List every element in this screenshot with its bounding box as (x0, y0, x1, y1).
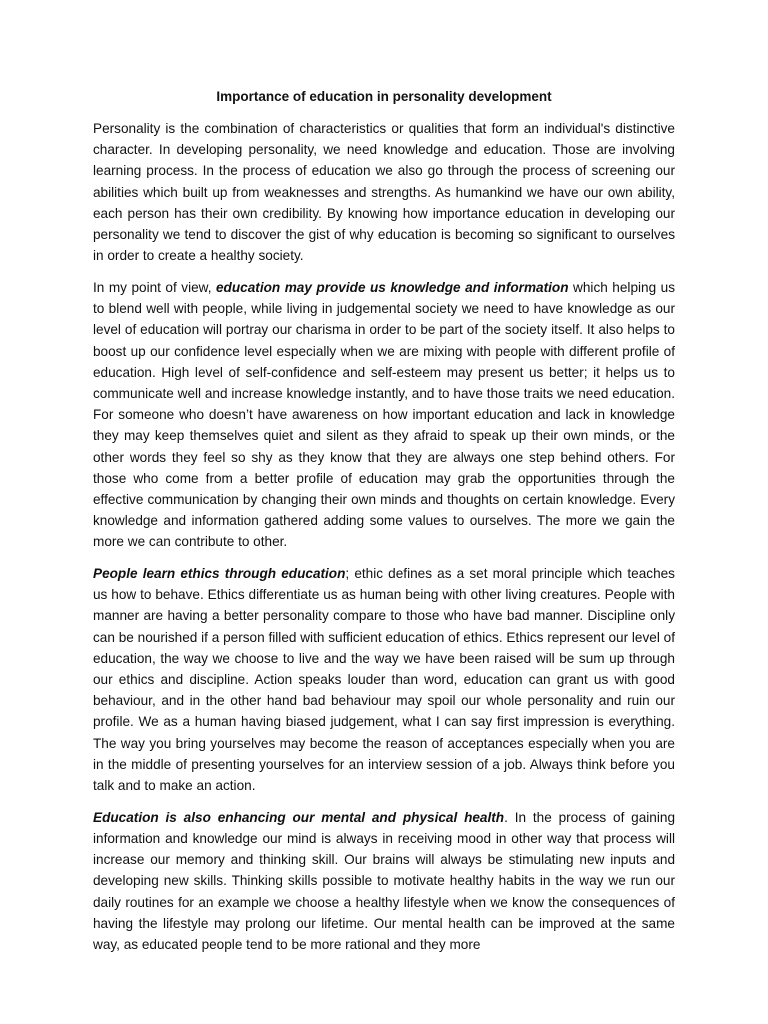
paragraph-1 (93, 118, 675, 266)
paragraph-2 (93, 277, 675, 553)
paragraph-4-text: . In the process of gaining information and knowledge our mind is always in receiving mood in other way that process will increase our memory and thinking skill. Our brains will always be stimulating new inputs and developing new skills. Thinking skills possible to motivate healthy habits in the way we run our daily routines for an example we choose a healthy lifestyle when we know the consequences of having the lifestyle may prolong our lifetime. Our mental health can be improved at the same way, as educated people tend to be more rational and they more (93, 809, 676, 953)
paragraph-4 (93, 807, 675, 955)
paragraph-3-text: ; ethic defines as a set moral principle which teaches us how to behave. Ethics differentiate us as human being with other living creatures. People with manner are having a better personality compare to those who have bad manner. Discipline only can be nourished if a person filled with sufficient education of ethics. Ethics represent our level of education, the way we choose to live and the way we have been raised will be sum up through our ethics and discipline. Action speaks louder than word, education can grant us with good behaviour, and in the other hand bad behaviour may spoil our whole personality and ruin our profile. We as a human having biased judgement, what I can say first impression is everything. The way you bring yourselves may become the reason of acceptances especially when you are in the middle of presenting yourselves for an interview session of a job. Always think before you talk and to make an action. (93, 566, 675, 794)
paragraph-4-lead: Education is also enhancing our mental and physical health (93, 809, 505, 825)
paragraph-3 (93, 563, 675, 796)
paragraph-2-lead: education may provide us knowledge and information (216, 279, 569, 295)
page-title: Importance of education in personality development (216, 89, 552, 104)
paragraph-3-lead: People learn ethics through education (93, 566, 346, 582)
paragraph-2-text: which helping us to blend well with people, while living in judgemental society we need to have knowledge as our level of education will portray our charisma in order to be part of the society itself. It also helps to boost up our confidence level especially when we are mixing with people with different profile of education. High level of self-confidence and self-esteem may present us better; it helps us to communicate well and increase knowledge instantly, and to have those traits we need education. For someone who doesn’t have awareness on how important education and lack in knowledge they may keep themselves quiet and silent as they afraid to speak up their own minds, or the other words they feel so shy as they know that they are always one step behind others. For those who come from a better profile of education may grab the opportunities through the effective communication by changing their own minds and thoughts on certain knowledge. Every knowledge and information gathered adding some values to ourselves. The more we gain the more we can contribute to other. (93, 279, 675, 550)
paragraph-1-text: Personality is the combination of characteristics or qualities that form an individual's distinctive character. In developing personality, we need knowledge and education. Those are involving learning process. In the process of education we also go through the process of screening our abilities which built up from weaknesses and strengths. As humankind we have our own ability, each person has their own credibility. By knowing how importance education in developing our personality we tend to discover the gist of why education is becoming so significant to ourselves in order to create a healthy society. (93, 121, 675, 264)
paragraph-2-pre: In my point of view, (93, 279, 216, 295)
